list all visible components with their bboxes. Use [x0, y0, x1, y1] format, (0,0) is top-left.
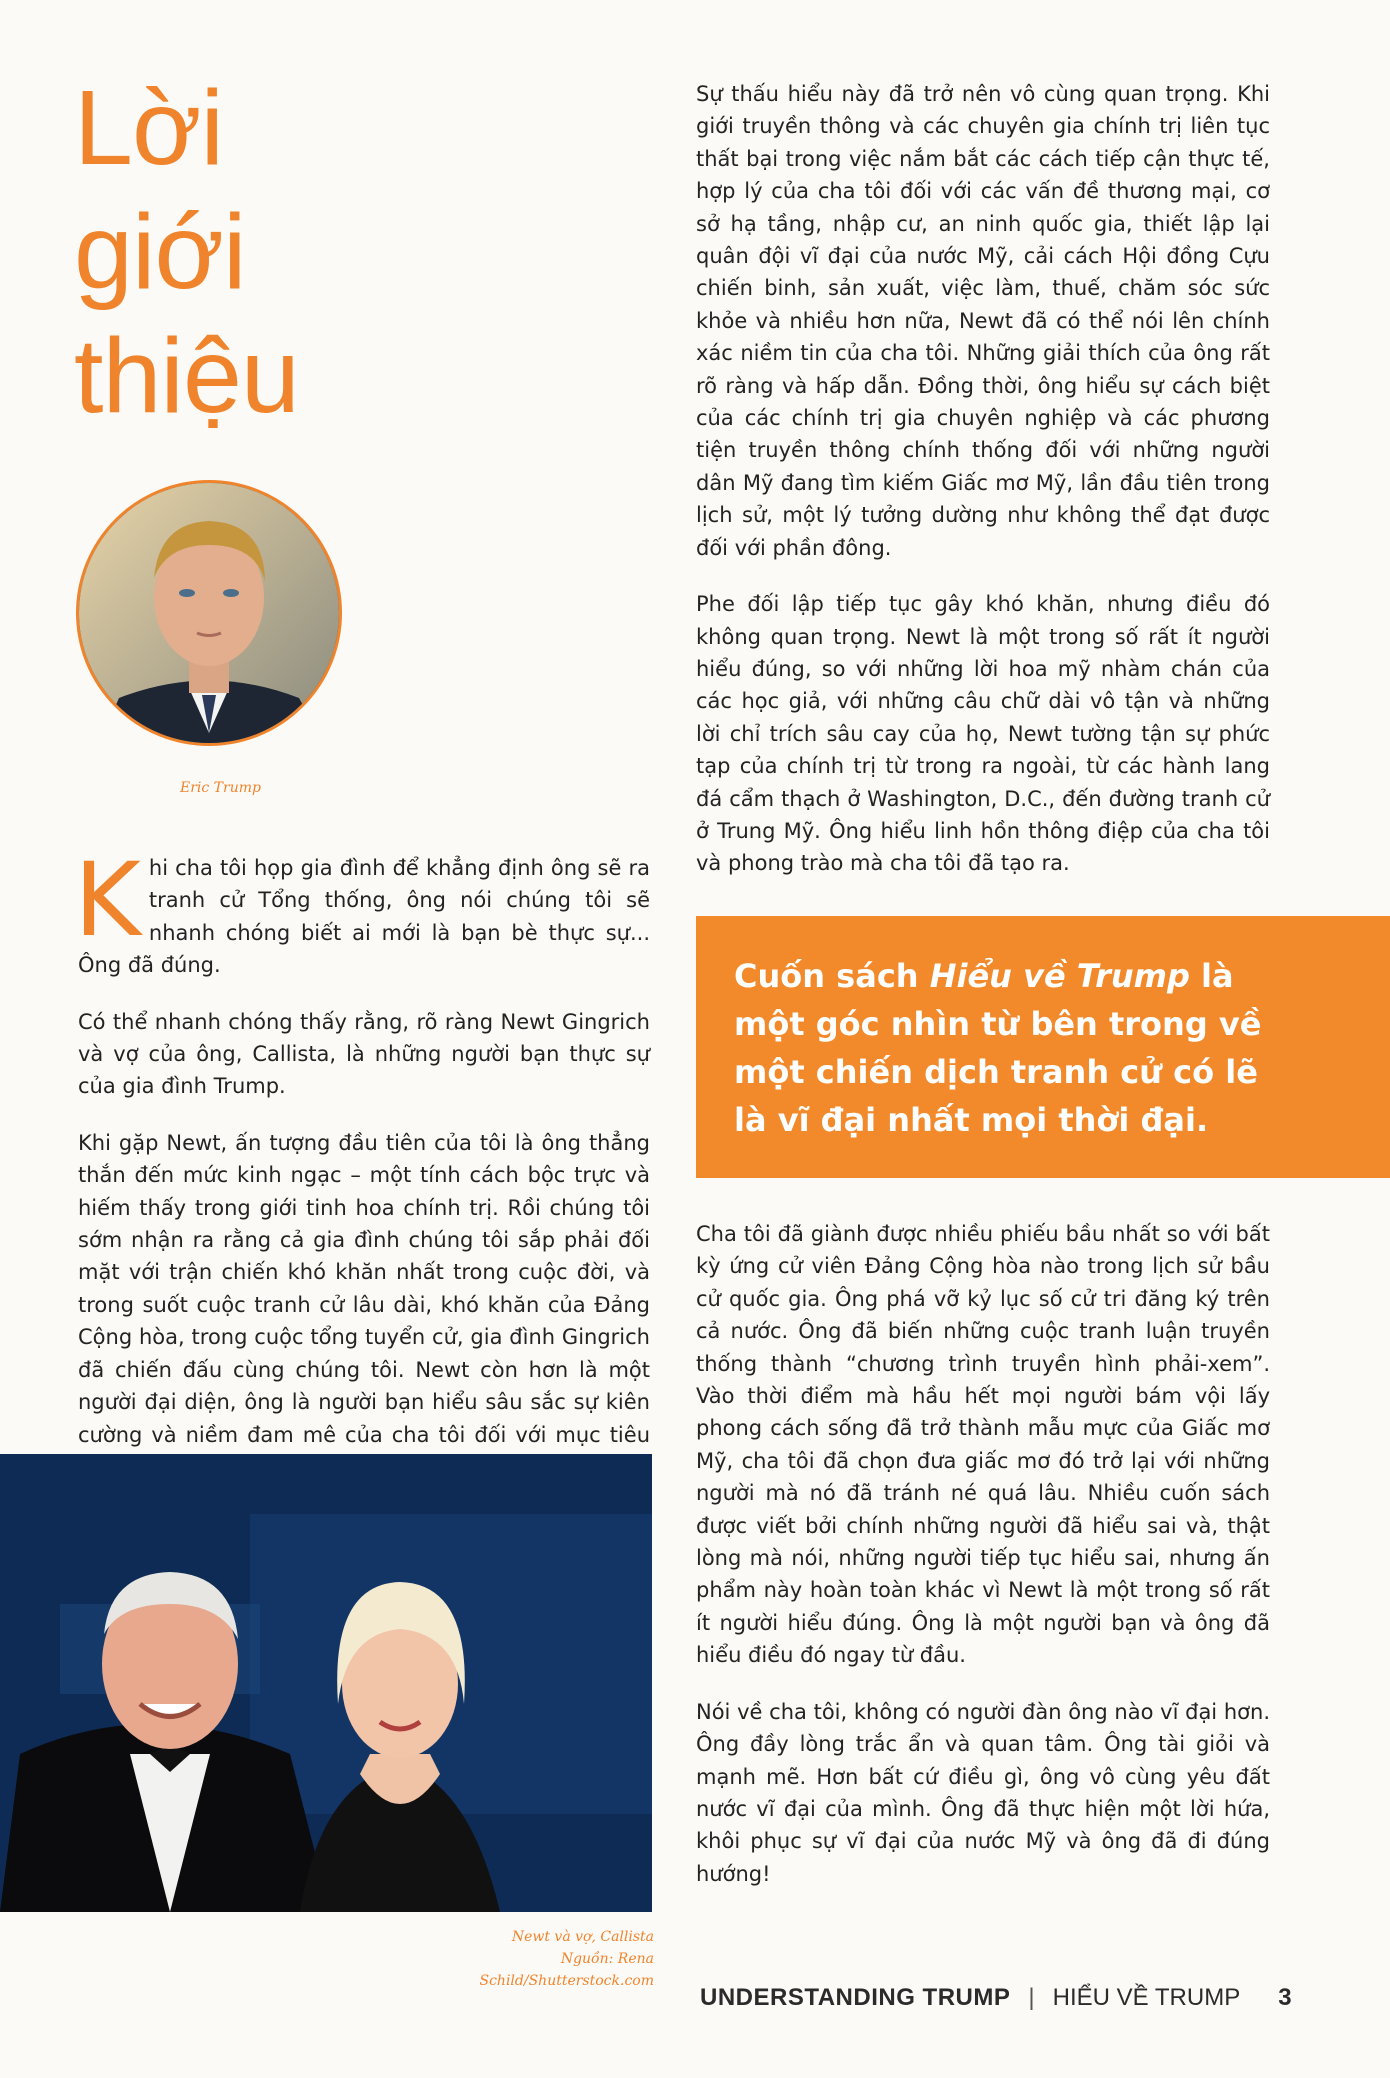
page-number: 3 — [1278, 1984, 1292, 2011]
intro-paragraph — [74, 841, 650, 982]
title-line-2: giới — [74, 193, 246, 311]
footer-separator: | — [1028, 1984, 1035, 2011]
portrait-illustration — [79, 483, 339, 743]
newt-and-callista-photo — [0, 1454, 652, 1912]
right-column-top — [696, 78, 1270, 904]
title-line-1: Lời — [74, 69, 224, 187]
footer-vietnamese-title: HIỂU VỀ TRUMP — [1052, 1984, 1241, 2011]
pull-quote-before: Cuốn sách — [734, 957, 930, 995]
footer-english-title: UNDERSTANDING TRUMP — [700, 1984, 1011, 2011]
paragraph-opposition: Phe đối lập tiếp tục gây khó khăn, nhưng điều đó không quan trọng. Newt là một trong số rất ít người hiểu đúng, so với những lời hoa mỹ nhàm chán của các học giả, với những câu chữ dài vô tận và những lời chỉ trích sâu cay của họ, Newt tường tận sự phức tạp của chính trị từ trong ra ngoài, từ các hành lang đá cẩm thạch ở Washington, D.C., đến đường tranh cử ở Trung Mỹ. Ông hiểu linh hồn thông điệp của cha tôi và phong trào mà cha tôi đã tạo ra. — [696, 592, 1270, 876]
right-column-bottom — [696, 1218, 1270, 1914]
page-footer — [700, 1978, 1380, 2018]
pull-quote-after: là một góc nhìn từ bên trong về một chiến dịch tranh cử có lẽ là vĩ đại nhất mọi thời đại. — [734, 957, 1262, 1139]
eric-trump-portrait — [76, 480, 342, 746]
photo-illustration — [0, 1454, 652, 1912]
paragraph-records: Cha tôi đã giành được nhiều phiếu bầu nhất so với bất kỳ ứng cử viên Đảng Cộng hòa nào trong lịch sử bầu cử quốc gia. Ông phá vỡ kỷ lục số cử tri đăng ký trên cả nước. Ông đã biến những cuộc tranh luận truyền thống thành “chương trình truyền hình phải-xem”. Vào thời điểm mà hầu hết mọi người bám vội lấy phong cách sống đã trở thành mẫu mực của Giấc mơ Mỹ, cha tôi đã chọn đưa giấc mơ đó trở lại với những người mà nó đã tránh né quá lâu. Nhiều cuốn sách được viết bởi chính những người đã hiểu sai và, thật lòng mà nói, những người tiếp tục hiểu sai, nhưng ấn phẩm này hoàn toàn khác vì Newt là một trong số rất ít người hiểu đúng. Ông là một người bạn và ông đã hiểu điều đó ngay từ đầu. — [696, 1222, 1270, 1668]
pull-quote — [734, 952, 1294, 1144]
intro-text: hi cha tôi họp gia đình để khẳng định ông sẽ ra tranh cử Tổng thống, ông nói chúng tôi sẽ nhanh chóng biết ai mới là bạn bè thực sự... Ông đã đúng. — [78, 856, 650, 978]
page-title — [74, 66, 299, 438]
paragraph-about-father: Nói về cha tôi, không có người đàn ông nào vĩ đại hơn. Ông đầy lòng trắc ẩn và quan tâm. Ông tài giỏi và mạnh mẽ. Hơn bất cứ điều gì, ông vô cùng yêu đất nước vĩ đại của mình. Ông đã thực hiện một lời hứa, khôi phục sự vĩ đại của nước Mỹ và ông đã đi đúng hướng! — [696, 1699, 1270, 1886]
photo-caption-credit: Nguồn: Rena Schild/Shutterstock.com — [479, 1951, 654, 1989]
paragraph-first-impression: Khi gặp Newt, ấn tượng đầu tiên của tôi là ông thẳng thắn đến mức kinh ngạc – một tính cách bộc trực và hiếm thấy trong giới tinh hoa chính trị. Rồi chúng tôi sớm nhận ra rằng cả gia đình chúng tôi sắp phải đối mặt với trận chiến khó khăn nhất trong cuộc đời, và trong suốt cuộc tranh cử lâu dài, khó khăn của Đảng Cộng hòa, trong cuộc tổng tuyển cử, gia đình Gingrich đã chiến đấu cùng chúng tôi. Newt còn hơn là một người đại diện, ông là người bạn hiểu sâu sắc sự kiên cường và niềm đam mê của cha tôi đối với mục tiêu — [78, 1130, 650, 1447]
left-column — [74, 841, 650, 1507]
photo-caption — [430, 1926, 654, 1992]
paragraph-gingrich-friends: Có thể nhanh chóng thấy rằng, rõ ràng Newt Gingrich và vợ của ông, Callista, là những người bạn thực sự của gia đình Trump. — [78, 1009, 650, 1099]
drop-cap: K — [74, 841, 141, 960]
photo-caption-title: Newt và vợ, Callista — [511, 1929, 654, 1945]
paragraph-understanding: Sự thấu hiểu này đã trở nên vô cùng quan trọng. Khi giới truyền thông và các chuyên gia chính trị liên tục thất bại trong việc nắm bắt các cách tiếp cận thực tế, hợp lý của cha tôi đối với các vấn đề thương mại, cơ sở hạ tầng, nhập cư, an ninh quốc gia, thiết lập lại quân đội vĩ đại của nước Mỹ, cải cách Hội đồng Cựu chiến binh, sản xuất, việc làm, thuế, chăm sóc sức khỏe và nhiều hơn nữa, Newt đã có thể nói lên chính xác niềm tin của cha tôi. Những giải thích của ông rất rõ ràng và hấp dẫn. Đồng thời, ông hiểu sự cách biệt của các chính trị gia chuyên nghiệp và các phương tiện truyền thông chính thống đối với những người dân Mỹ đang tìm kiếm Giấc mơ Mỹ, lần đầu tiên trong lịch sử, một lý tưởng dường như không thể đạt được đối với phần đông. — [696, 82, 1270, 560]
portrait-caption: Eric Trump — [180, 780, 261, 796]
title-line-3: thiệu — [74, 317, 299, 435]
pull-quote-box — [696, 916, 1390, 1178]
pull-quote-book-title: Hiểu về Trump — [929, 957, 1190, 995]
